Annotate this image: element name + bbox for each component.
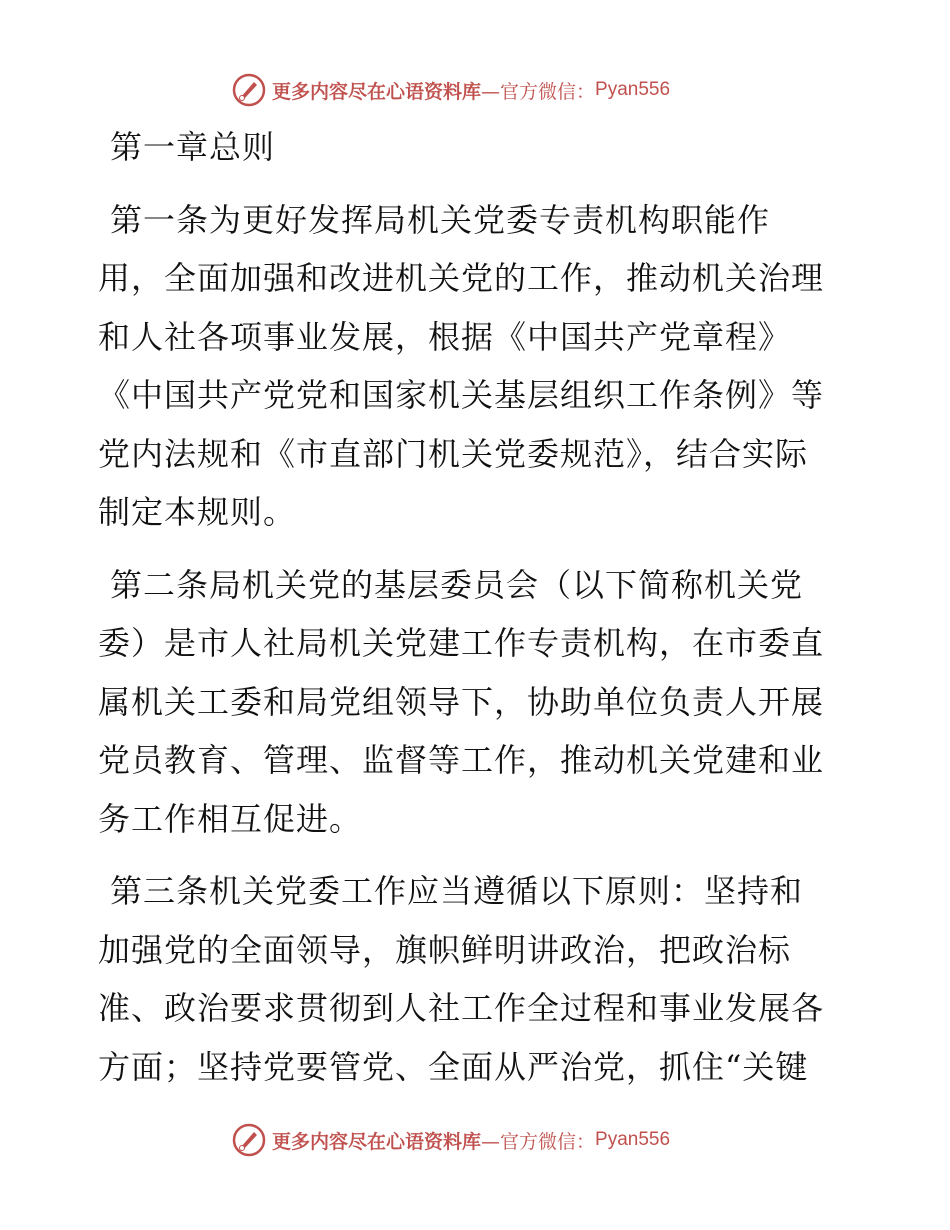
- paragraph-line: 务工作相互促进。: [98, 799, 363, 838]
- watermark-separator: —官方微信：: [481, 80, 596, 103]
- watermark-text: 更多内容尽在心语资料库: [272, 1130, 482, 1153]
- watermark-logo-icon: [232, 73, 266, 107]
- watermark-id: Pyan556: [595, 79, 671, 100]
- watermark-logo-icon: [232, 1123, 266, 1157]
- footer-watermark: [232, 1122, 732, 1158]
- chapter-title: 第一章总则: [110, 128, 276, 166]
- watermark-text: 更多内容尽在心语资料库: [272, 80, 482, 103]
- paragraph-article-2: [98, 556, 858, 849]
- paragraph-line: 和人社各项事业发展，根据《中国共产党章程》: [98, 317, 792, 356]
- watermark-separator: —官方微信：: [481, 1130, 596, 1153]
- paragraph-line: 用，全面加强和改进机关党的工作，推动机关治理: [98, 259, 825, 297]
- paragraph-line: 方面；坚持党要管党、全面从严治党，抓住“关键: [98, 1047, 809, 1086]
- paragraph-article-3: [98, 862, 858, 1096]
- watermark-id: Pyan556: [595, 1129, 671, 1150]
- header-watermark: [232, 72, 732, 108]
- paragraph-line: 《中国共产党党和国家机关基层组织工作条例》等: [98, 376, 825, 414]
- paragraph-line: 党员教育、管理、监督等工作，推动机关党建和业: [98, 741, 825, 779]
- paragraph-line: 制定本规则。: [98, 493, 297, 531]
- paragraph-line: 第一条为更好发挥局机关党委专责机构职能作: [110, 200, 771, 239]
- paragraph-article-1: [98, 191, 858, 542]
- paragraph-line: 委）是市人社局机关党建工作专责机构，在市委直: [98, 624, 825, 662]
- paragraph-line: 准、政治要求贯彻到人社工作全过程和事业发展各: [98, 989, 825, 1027]
- paragraph-line: 加强党的全面领导，旗帜鲜明讲政治，把政治标: [98, 930, 792, 969]
- paragraph-line: 第二条局机关党的基层委员会（以下简称机关党: [110, 565, 804, 604]
- paragraph-line: 属机关工委和局党组领导下，协助单位负责人开展: [98, 682, 825, 721]
- paragraph-line: 第三条机关党委工作应当遵循以下原则：坚持和: [110, 872, 804, 910]
- paragraph-line: 党内法规和《市直部门机关党委规范》，结合实际: [98, 434, 809, 473]
- document-body: [98, 118, 858, 1096]
